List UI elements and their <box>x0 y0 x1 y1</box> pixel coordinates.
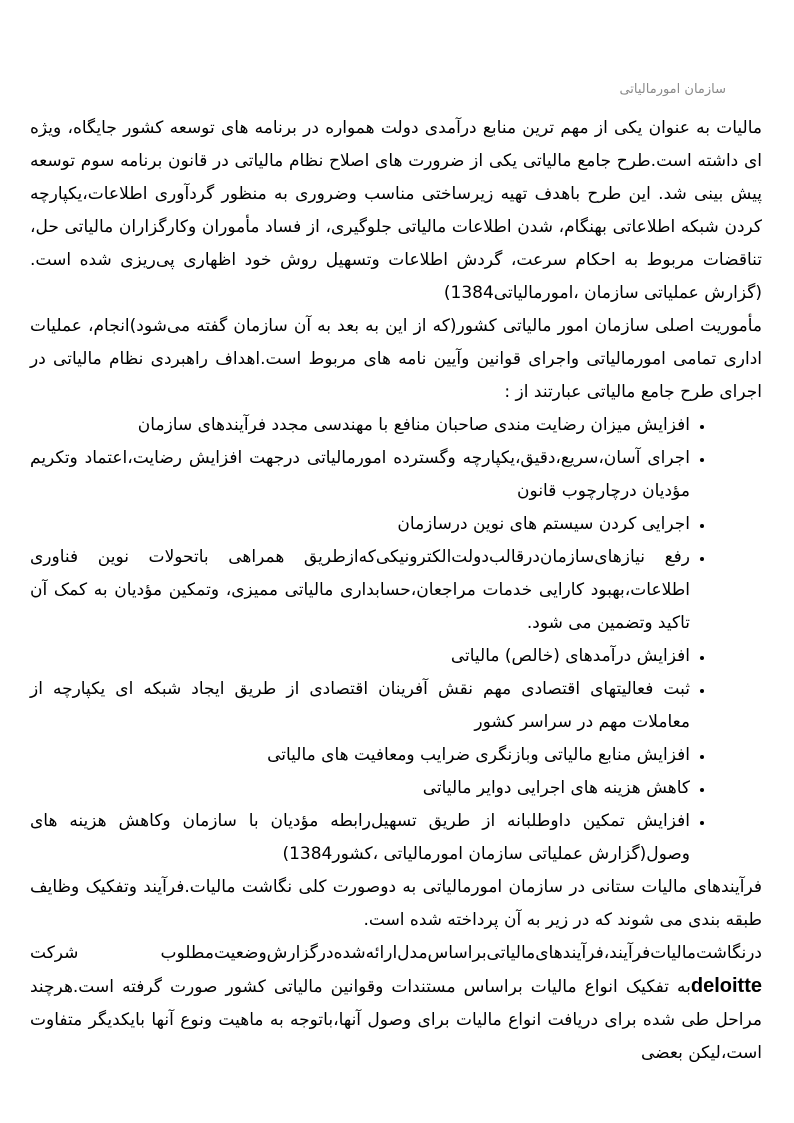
goal-item: • اجرایی کردن سیستم های نوین درسازمان <box>30 508 690 541</box>
mapping-text-after: به تفکیک انواع مالیات براساس مستندات وقوانین مالیاتی کشور صورت گرفته است.هرچند مراحل طی شده برای دریافت انواع مالیات برای وصول آنها،باتوجه به ماهیت ونوع آنها بایکدیگر متفاوت است،لیکن بعضی <box>30 977 762 1063</box>
paragraph-intro: مالیات به عنوان یکی از مهم ترین منابع درآمدی دولت همواره در برنامه های توسعه کشور جایگاه، ویژه ای داشته است.طرح جامع مالیاتی یکی از ضرورت های اصلاح نظام مالیاتی در قانون برنامه سوم توسعه پیش بینی شد. این طرح باهدف تهیه زیرساختی مناسب وضروری به منظور گردآوری اطلاعات،یکپارچه کردن شبکه اطلاعاتی بهنگام، شدن اطلاعات مالیاتی جلوگیری، از فساد مأموران وکارگزاران مالیاتی حل، تناقضات مربوط به احکام سرعت، گردش اطلاعات وتسهیل روش خود اظهاری پی‌ریزی شده است.(گزارش عملیاتی سازمان ،امورمالیاتی1384) <box>30 118 762 303</box>
paragraph-mapping <box>30 937 762 1070</box>
goals-list <box>30 409 762 871</box>
goal-item: • افزایش تمکین داوطلبانه از طریق تسهیل‌رابطه مؤدیان با سازمان وکاهش هزینه های وصول(گزارش عملیاتی سازمان امورمالیاتی ،کشور1384) <box>30 805 690 871</box>
goal-item: • رفع نیازهای‌سازمان‌درقالب‌دولت‌الکترونیکی‌که‌ازطریق همراهی باتحولات نوین فناوری اطلاعات،بهبود کارایی خدمات مراجعان،حسابداری مالیاتی ممیزی، وتمکین مؤدیان به کمک آن تاکید وتضمین می شود. <box>30 541 690 640</box>
goal-item: • افزایش میزان رضایت مندی صاحبان منافع با مهندسی مجدد فرآیندهای سازمان <box>30 409 690 442</box>
paragraph-mission: مأموریت اصلی سازمان امور مالیاتی کشور(که از این به بعد به آن سازمان گفته می‌شود)انجام، عملیات اداری تمامی امورمالیاتی واجرای قوانین وآیین نامه های مربوط است.اهداف راهبردی نظام مالیاتی در اجرای طرح جامع مالیاتی عبارتند از : <box>30 316 762 402</box>
company-name-deloitte: deloitte <box>690 975 762 997</box>
goal-item: • کاهش هزینه های اجرایی دوایر مالیاتی <box>30 772 690 805</box>
goal-item: • افزایش درآمدهای (خالص) مالیاتی <box>30 640 690 673</box>
goal-item: • اجرای آسان،سریع،دقیق،یکپارچه وگسترده امورمالیاتی درجهت افزایش رضایت،اعتماد وتکریم مؤدیان درچارچوب قانون <box>30 442 690 508</box>
mapping-text-before: درنگاشت‌مالیات‌فرآیند،فرآیندهای‌مالیاتی‌براساس‌مدل‌ارائه‌شده‌درگزارش‌وضعیت‌مطلوب شرکت <box>30 943 762 963</box>
page-header-title: سازمان امورمالیاتی <box>619 82 726 97</box>
goal-item: • افزایش منابع مالیاتی وبازنگری ضرایب ومعافیت های مالیاتی <box>30 739 690 772</box>
goal-item: • ثبت فعالیتهای اقتصادی مهم نقش آفرینان اقتصادی از طریق ایجاد شبکه ای یکپارچه از معاملات مهم در سراسر کشور <box>30 673 690 739</box>
paragraph-processes: فرآیندهای مالیات ستانی در سازمان امورمالیاتی به دوصورت کلی نگاشت مالیات.فرآیند وتفکیک وظایف طبقه بندی می شوند که در زیر به آن پرداخته شده است. <box>30 877 762 930</box>
